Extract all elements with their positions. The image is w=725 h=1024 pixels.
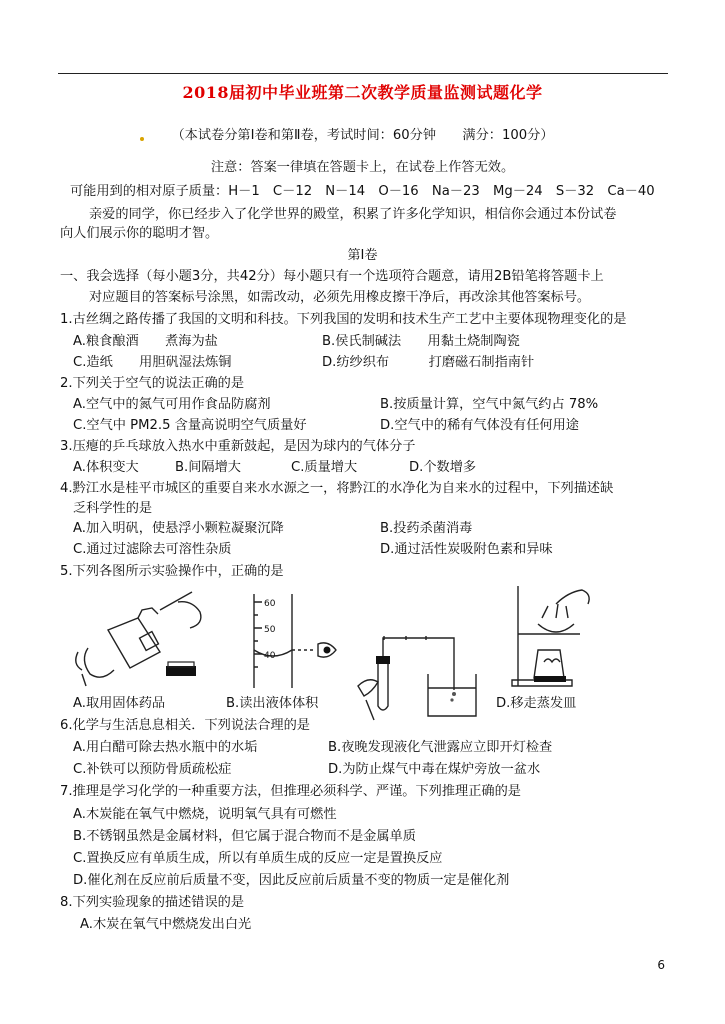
question-7-option-d: D.催化剂在反应前后质量不变，因此反应前后质量不变的物质一定是催化剂 <box>73 873 510 888</box>
page-title: 2018届初中毕业班第二次教学质量监测试题化学 <box>182 83 543 102</box>
question-2-option-b: B.按质量计算，空气中氮气约占 78% <box>380 397 599 412</box>
answer-note: 注意：答案一律填在答题卡上，在试卷上作答无效。 <box>210 160 515 175</box>
question-1-stem: 1.古丝绸之路传播了我国的文明和科技。下列我国的发明和技术生产工艺中主要体现物理变化的是 <box>60 312 627 327</box>
question-7-stem: 7.推理是学习化学的一种重要方法，但推理必须科学、严谨。下列推理正确的是 <box>60 784 521 799</box>
question-4-stem-1: 4.黔江水是桂平市城区的重要自来水水源之一，将黔江的水净化为自来水的过程中，下列描述缺 <box>60 481 614 496</box>
question-3-stem: 3.压瘪的乒乓球放入热水中重新鼓起，是因为球内的气体分子 <box>60 439 416 454</box>
question-5-option-b: B.读出液体体积 <box>226 696 319 711</box>
question-4-option-c: C.通过过滤除去可溶性杂质 <box>73 542 232 557</box>
question-4-option-d: D.通过活性炭吸附色素和异味 <box>380 542 553 557</box>
question-7-option-c: C.置换反应有单质生成，所以有单质生成的反应一定是置换反应 <box>73 851 443 866</box>
part1-instructions-1: 一、我会选择（每小题3分，共42分）每小题只有一个选项符合题意，请用2B铅笔将答题卡上 <box>60 269 604 284</box>
question-6-option-c: C.补铁可以预防骨质疏松症 <box>73 762 232 777</box>
question-1-option-d: D.纺纱织布 打磨磁石制指南针 <box>322 355 535 370</box>
atomic-masses: 可能用到的相对原子质量：H－1 C－12 N－14 O－16 Na－23 Mg－24 S－32 Ca－40 <box>70 184 655 199</box>
intro-line-1: 亲爱的同学，你已经步入了化学世界的殿堂，积累了许多化学知识，相信你会通过本份试卷 <box>89 207 617 222</box>
question-3-option-d: D.个数增多 <box>409 460 477 475</box>
question-7-option-b: B.不锈钢虽然是金属材料，但它属于混合物而不是金属单质 <box>73 829 416 844</box>
part1-instructions-2: 对应题目的答案标号涂黑，如需改动，必须先用橡皮擦干净后，再改涂其他答案标号。 <box>89 290 591 305</box>
question-4-option-a: A.加入明矾，使悬浮小颗粒凝聚沉降 <box>73 521 284 536</box>
cylinder-tick-60: 60 <box>264 599 276 609</box>
section-title: 第Ⅰ卷 <box>347 248 378 263</box>
figure-remove-evaporating-dish <box>508 578 598 693</box>
question-2-option-a: A.空气中的氮气可用作食品防腐剂 <box>73 397 271 412</box>
question-5-option-a: A.取用固体药品 <box>73 696 166 711</box>
question-8-stem: 8.下列实验现象的描述错误的是 <box>60 895 245 910</box>
cylinder-tick-50: 50 <box>264 625 276 635</box>
question-6-stem: 6.化学与生活息息相关．下列说法合理的是 <box>60 718 310 733</box>
question-6-option-a: A.用白醋可除去热水瓶中的水垢 <box>73 740 258 755</box>
question-8-option-a: A.木炭在氧气中燃烧发出白光 <box>80 917 252 932</box>
question-1-option-a: A.粮食酿酒 煮海为盐 <box>73 334 218 349</box>
figure-take-solid-reagent <box>68 590 218 690</box>
question-2-option-d: D.空气中的稀有气体没有任何用途 <box>380 418 579 433</box>
question-5-option-d: D.移走蒸发皿 <box>496 696 577 711</box>
question-4-stem-2: 乏科学性的是 <box>73 501 153 516</box>
question-6-option-d: D.为防止煤气中毒在煤炉旁放一盆水 <box>328 762 541 777</box>
question-2-option-c: C.空气中 PM2.5 含量高说明空气质量好 <box>73 418 307 433</box>
question-1-option-b: B.侯氏制碱法 用黏土烧制陶瓷 <box>322 334 520 349</box>
figure-check-airtightness <box>356 630 481 722</box>
question-1-option-c: C.造纸 用胆矾湿法炼铜 <box>73 355 232 370</box>
question-6-option-b: B.夜晚发现液化气泄露应立即开灯检查 <box>328 740 553 755</box>
question-3-option-a: A.体积变大 <box>73 460 139 475</box>
cylinder-tick-40: 40 <box>264 651 276 661</box>
question-3-option-c: C.质量增大 <box>291 460 358 475</box>
page-number: 6 <box>657 958 665 972</box>
figure-read-graduated-cylinder <box>244 592 344 692</box>
question-4-option-b: B.投药杀菌消毒 <box>380 521 473 536</box>
exam-info: （本试卷分第Ⅰ卷和第Ⅱ卷，考试时间：60分钟 满分：100分） <box>171 128 554 143</box>
intro-line-2: 向人们展示你的聪明才智。 <box>60 226 219 241</box>
question-2-stem: 2.下列关于空气的说法正确的是 <box>60 376 245 391</box>
question-3-option-b: B.间隔增大 <box>175 460 241 475</box>
question-5-stem: 5.下列各图所示实验操作中，正确的是 <box>60 564 284 579</box>
header-rule <box>58 73 668 74</box>
question-7-option-a: A.木炭能在氧气中燃烧，说明氧气具有可燃性 <box>73 807 337 822</box>
